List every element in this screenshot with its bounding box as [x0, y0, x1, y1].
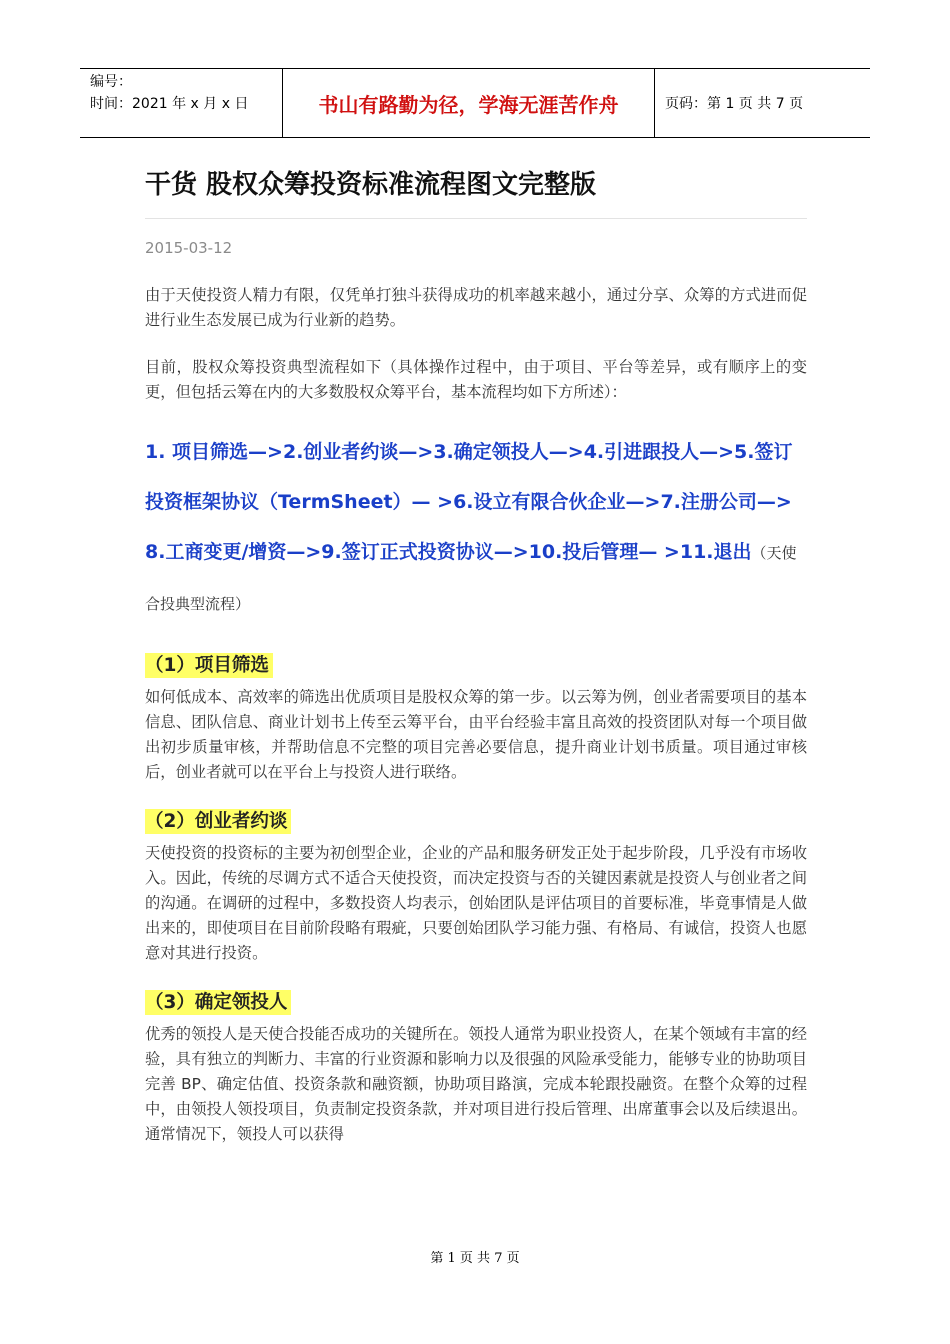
process-flow — [145, 427, 807, 629]
time-label: 时间：2021 年 x 月 x 日 — [90, 96, 249, 112]
section-body-interview: 天使投资的投资标的主要为初创型企业，企业的产品和服务研发正处于起步阶段，几乎没有市场收入。因此，传统的尽调方式不适合天使投资，而决定投资与否的关键因素就是投资人与创业者之间的沟通。在调研的过程中，多数投资人均表示，创始团队是评估项目的首要标准，毕竟事情是人做出来的，即使项目在目前阶段略有瑕疵，只要创始团队学习能力强、有格局、有诚信，投资人也愿意对其进行投资。 — [145, 844, 807, 962]
intro-paragraph-1: 由于天使投资人精力有限，仅凭单打独斗获得成功的机率越来越小，通过分享、众筹的方式进而促进行业生态发展已成为行业新的趋势。 — [145, 286, 807, 329]
page-footer: 第 1 页 共 7 页 — [430, 1251, 520, 1266]
section-heading-text: （2）创业者约谈 — [145, 809, 291, 834]
section-heading-text: （1）项目筛选 — [145, 653, 273, 678]
article — [145, 160, 807, 1147]
section-heading-lead-investor — [145, 988, 807, 1014]
section-heading-interview — [145, 807, 807, 833]
section-heading-text: （3）确定领投人 — [145, 990, 291, 1015]
intro-paragraph-2: 目前，股权众筹投资典型流程如下（具体操作过程中，由于项目、平台等差异，或有顺序上的变更，但包括云筹在内的大多数股权众筹平台，基本流程均如下方所述）： — [145, 358, 807, 401]
number-label: 编号： — [90, 74, 132, 90]
section-body-lead-investor: 优秀的领投人是天使合投能否成功的关键所在。领投人通常为职业投资人，在某个领域有丰富的经验，具有独立的判断力、丰富的行业资源和影响力以及很强的风险承受能力，能够专业的协助项目完善 BP、确定估值、投资条款和融资额，协助项目路演，完成本轮跟投融资。在整个众筹的过程中，由领投人领投项目，负责制定投资条款，并对项目进行投后管理、出席董事会以及后续退出。通常情况下，领投人可以获得 — [145, 1025, 807, 1143]
section-heading-screening — [145, 651, 807, 677]
section-body-screening: 如何低成本、高效率的筛选出优质项目是股权众筹的第一步。以云筹为例，创业者需要项目的基本信息、团队信息、商业计划书上传至云筹平台，由平台经验丰富且高效的投资团队对每一个项目做出初步质量审核，并帮助信息不完整的项目完善必要信息，提升商业计划书质量。项目通过审核后，创业者就可以在平台上与投资人进行联络。 — [145, 688, 807, 781]
header-meta — [80, 69, 282, 137]
process-flow-steps: 1. 项目筛选—>2.创业者约谈—>3.确定领投人—>4.引进跟投人—>5.签订投资框架协议（TermSheet）— >6.设立有限合伙企业—>7.注册公司—>8.工商变更/增资—>9.签订正式投资协议—>10.投后管理— >11.退出 — [145, 441, 793, 563]
article-title: 干货 股权众筹投资标准流程图文完整版 — [145, 170, 597, 200]
document-header — [80, 68, 870, 138]
header-page-info: 页码：第 1 页 共 7 页 — [665, 96, 804, 112]
header-motto: 书山有路勤为径，学海无涯苦作舟 — [282, 69, 655, 137]
title-divider — [145, 218, 807, 219]
article-date: 2015-03-12 — [145, 239, 233, 257]
process-flow-note: （天使合投典型流程） — [145, 544, 797, 613]
